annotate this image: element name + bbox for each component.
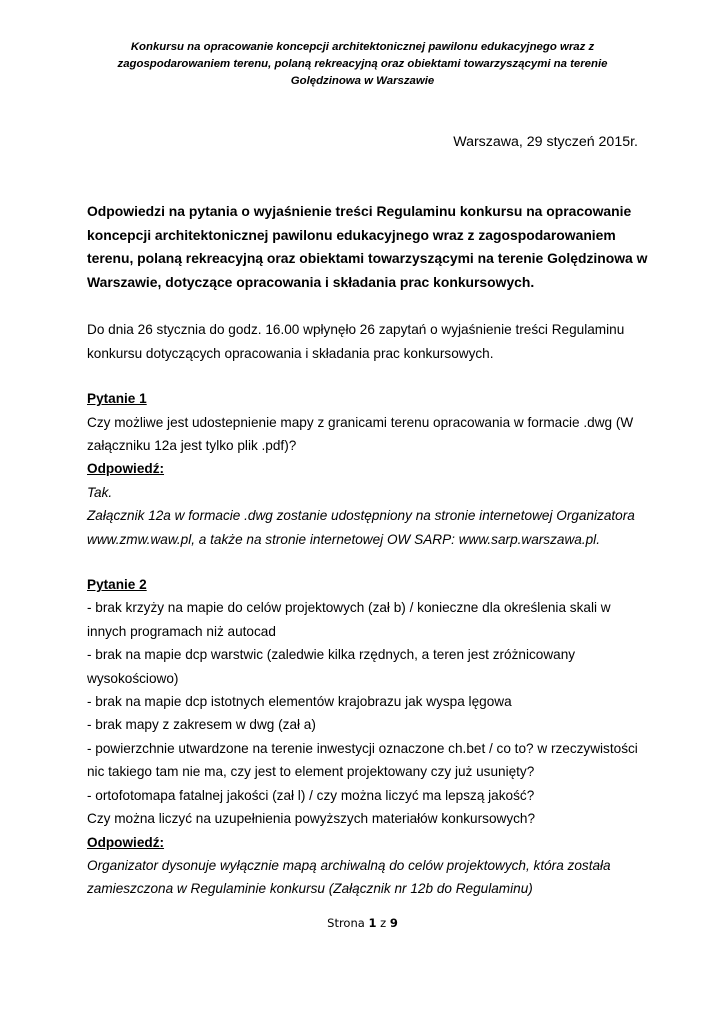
document-header (60, 39, 665, 90)
question-line: - brak na mapie dcp warstwic (zaledwie kilka rzędnych, a teren jest zróżnicowany (87, 647, 576, 663)
question-1-section (87, 387, 647, 551)
header-line: Konkursu na opracowanie koncepcji architektonicznej pawilonu edukacyjnego wraz z (130, 41, 595, 53)
page-separator: z (380, 916, 387, 930)
title-line: Odpowiedzi na pytania o wyjaśnienie treści Regulaminu konkursu na opracowanie (87, 203, 632, 219)
intro-paragraph (87, 318, 647, 365)
question-line: Czy można liczyć na uzupełnienia powyższych materiałów konkursowych? (87, 811, 536, 827)
current-page-number: 1 (368, 916, 377, 930)
question-line: wysokościowo) (87, 670, 179, 686)
title-line: koncepcji architektonicznej pawilonu edukacyjnego wraz z zagospodarowaniem (87, 226, 616, 243)
question-line: Czy możliwe jest udostepnienie mapy z granicami terenu opracowania w formacie .dwg (W (87, 414, 634, 430)
intro-line: konkursu dotyczących opracowania i składania prac konkursowych. (87, 345, 494, 361)
answer-2-heading: Odpowiedź: (87, 834, 165, 850)
page-footer (0, 916, 725, 930)
question-2-section (87, 573, 647, 901)
document-body (87, 200, 647, 901)
question-line: - brak na mapie dcp istotnych elementów krajobrazu jak wyspa lęgowa (87, 694, 512, 710)
answer-line: Organizator dysonuje wyłącznie mapą archiwalną do celów projektowych, która została (87, 857, 611, 873)
document-date: Warszawa, 29 styczeń 2015r. (453, 134, 638, 150)
page-label: Strona (327, 916, 365, 930)
total-pages-number: 9 (389, 916, 398, 930)
question-2-heading: Pytanie 2 (87, 577, 147, 593)
answer-1-heading: Odpowiedź: (87, 461, 165, 477)
question-line: załączniku 12a jest tylko plik .pdf)? (87, 438, 297, 453)
document-title (87, 200, 647, 294)
question-line: - ortofotomapa fatalnej jakości (zał l) / czy można liczyć ma lepszą jakość? (87, 787, 535, 803)
answer-line: www.zmw.waw.pl, a także na stronie internetowej OW SARP: www.sarp.warszawa.pl. (87, 531, 600, 547)
question-line: - powierzchnie utwardzone na terenie inwestycji oznaczone ch.bet / co to? w rzeczywistości (87, 740, 638, 756)
answer-line: zamieszczona w Regulaminie konkursu (Załącznik nr 12b do Regulaminu) (87, 881, 533, 897)
answer-line: Załącznik 12a w formacie .dwg zostanie udostępniony na stronie internetowej Organizatora (87, 508, 635, 524)
header-line: zagospodarowaniem terenu, polaną rekreacyjną oraz obiektami towarzyszącymi na terenie (117, 58, 608, 70)
answer-line: Tak. (87, 484, 113, 500)
header-line: Golędzinowa w Warszawie (290, 75, 435, 87)
question-line: innych programach niż autocad (87, 623, 276, 639)
title-line: terenu, polaną rekreacyjną oraz obiektami towarzyszącymi na terenie Golędzinowa w (87, 250, 648, 267)
intro-line: Do dnia 26 stycznia do godz. 16.00 wpłynęło 26 zapytań o wyjaśnienie treści Regulaminu (87, 322, 625, 338)
title-line: Warszawie, dotyczące opracowania i składania prac konkursowych. (87, 273, 535, 290)
question-line: nic takiego tam nie ma, czy jest to element projektowany czy już usunięty? (87, 764, 535, 780)
question-1-heading: Pytanie 1 (87, 391, 147, 407)
question-line: - brak mapy z zakresem w dwg (zał a) (87, 717, 316, 733)
question-line: - brak krzyży na mapie do celów projektowych (zał b) / konieczne dla określenia skali w (87, 600, 611, 616)
